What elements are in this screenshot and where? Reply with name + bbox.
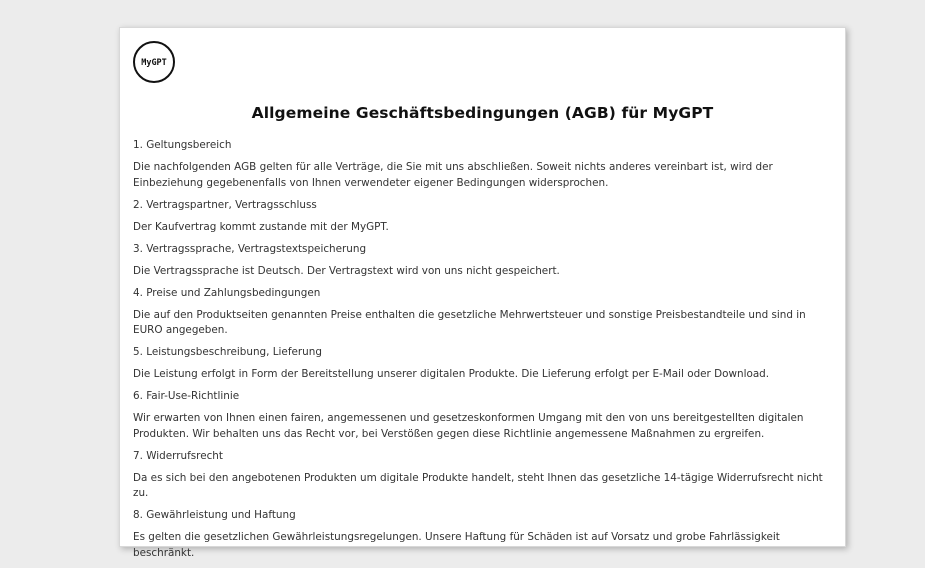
section-text: Die auf den Produktseiten genannten Preise enthalten die gesetzliche Mehrwertsteuer und sonstige Preisbestandteile und sind in EURO angegeben. [133,308,806,336]
section-heading: 2. Vertragspartner, Vertragsschluss [133,198,317,211]
section-heading: 5. Leistungsbeschreibung, Lieferung [133,346,322,358]
section-text: Es gelten die gesetzlichen Gewährleistungsregelungen. Unsere Haftung für Schäden ist auf Vorsatz und grobe Fahrlässigkeit beschränkt. [133,531,780,559]
logo-text: MyGPT [141,58,167,68]
section-text: Die nachfolgenden AGB gelten für alle Verträge, die Sie mit uns abschließen. Soweit nichts anderes vereinbart ist, wird der Einbeziehung gegebenenfalls von Ihnen verwendeter eigener Bedingungen widersprochen. [133,161,773,189]
section-text: Die Leistung erfolgt in Form der Bereitstellung unserer digitalen Produkte. Die Lieferung erfolgt per E-Mail oder Download. [133,368,770,380]
page-title: Allgemeine Geschäftsbedingungen (AGB) für MyGPT [251,104,714,122]
section-text: Wir erwarten von Ihnen einen fairen, angemessenen und gesetzeskonformen Umgang mit den von uns bereitgestellten digitalen Produkten. Wir behalten uns das Recht vor, bei Verstößen gegen diese Richtlinie angemessene Maßnahmen zu ergreifen. [133,412,804,440]
section-text: Da es sich bei den angebotenen Produkten um digitale Produkte handelt, steht Ihnen das gesetzliche 14-tägige Widerrufsrecht nicht zu. [133,471,823,499]
section-heading: 8. Gewährleistung und Haftung [133,509,296,521]
section-heading: 4. Preise und Zahlungsbedingungen [133,286,321,299]
section-heading: 1. Geltungsbereich [133,139,232,151]
section-heading: 6. Fair-Use-Richtlinie [133,390,240,402]
section-text: Die Vertragssprache ist Deutsch. Der Vertragstext wird von uns nicht gespeichert. [133,264,560,277]
agb-document [119,27,846,559]
mygpt-logo [133,41,175,83]
section-text: Der Kaufvertrag kommt zustande mit der MyGPT. [133,220,389,233]
section-heading: 3. Vertragssprache, Vertragstextspeicherung [133,242,367,255]
section-heading: 7. Widerrufsrecht [133,449,223,462]
agb-content [133,138,832,568]
mygpt-logo-mark [135,43,173,81]
